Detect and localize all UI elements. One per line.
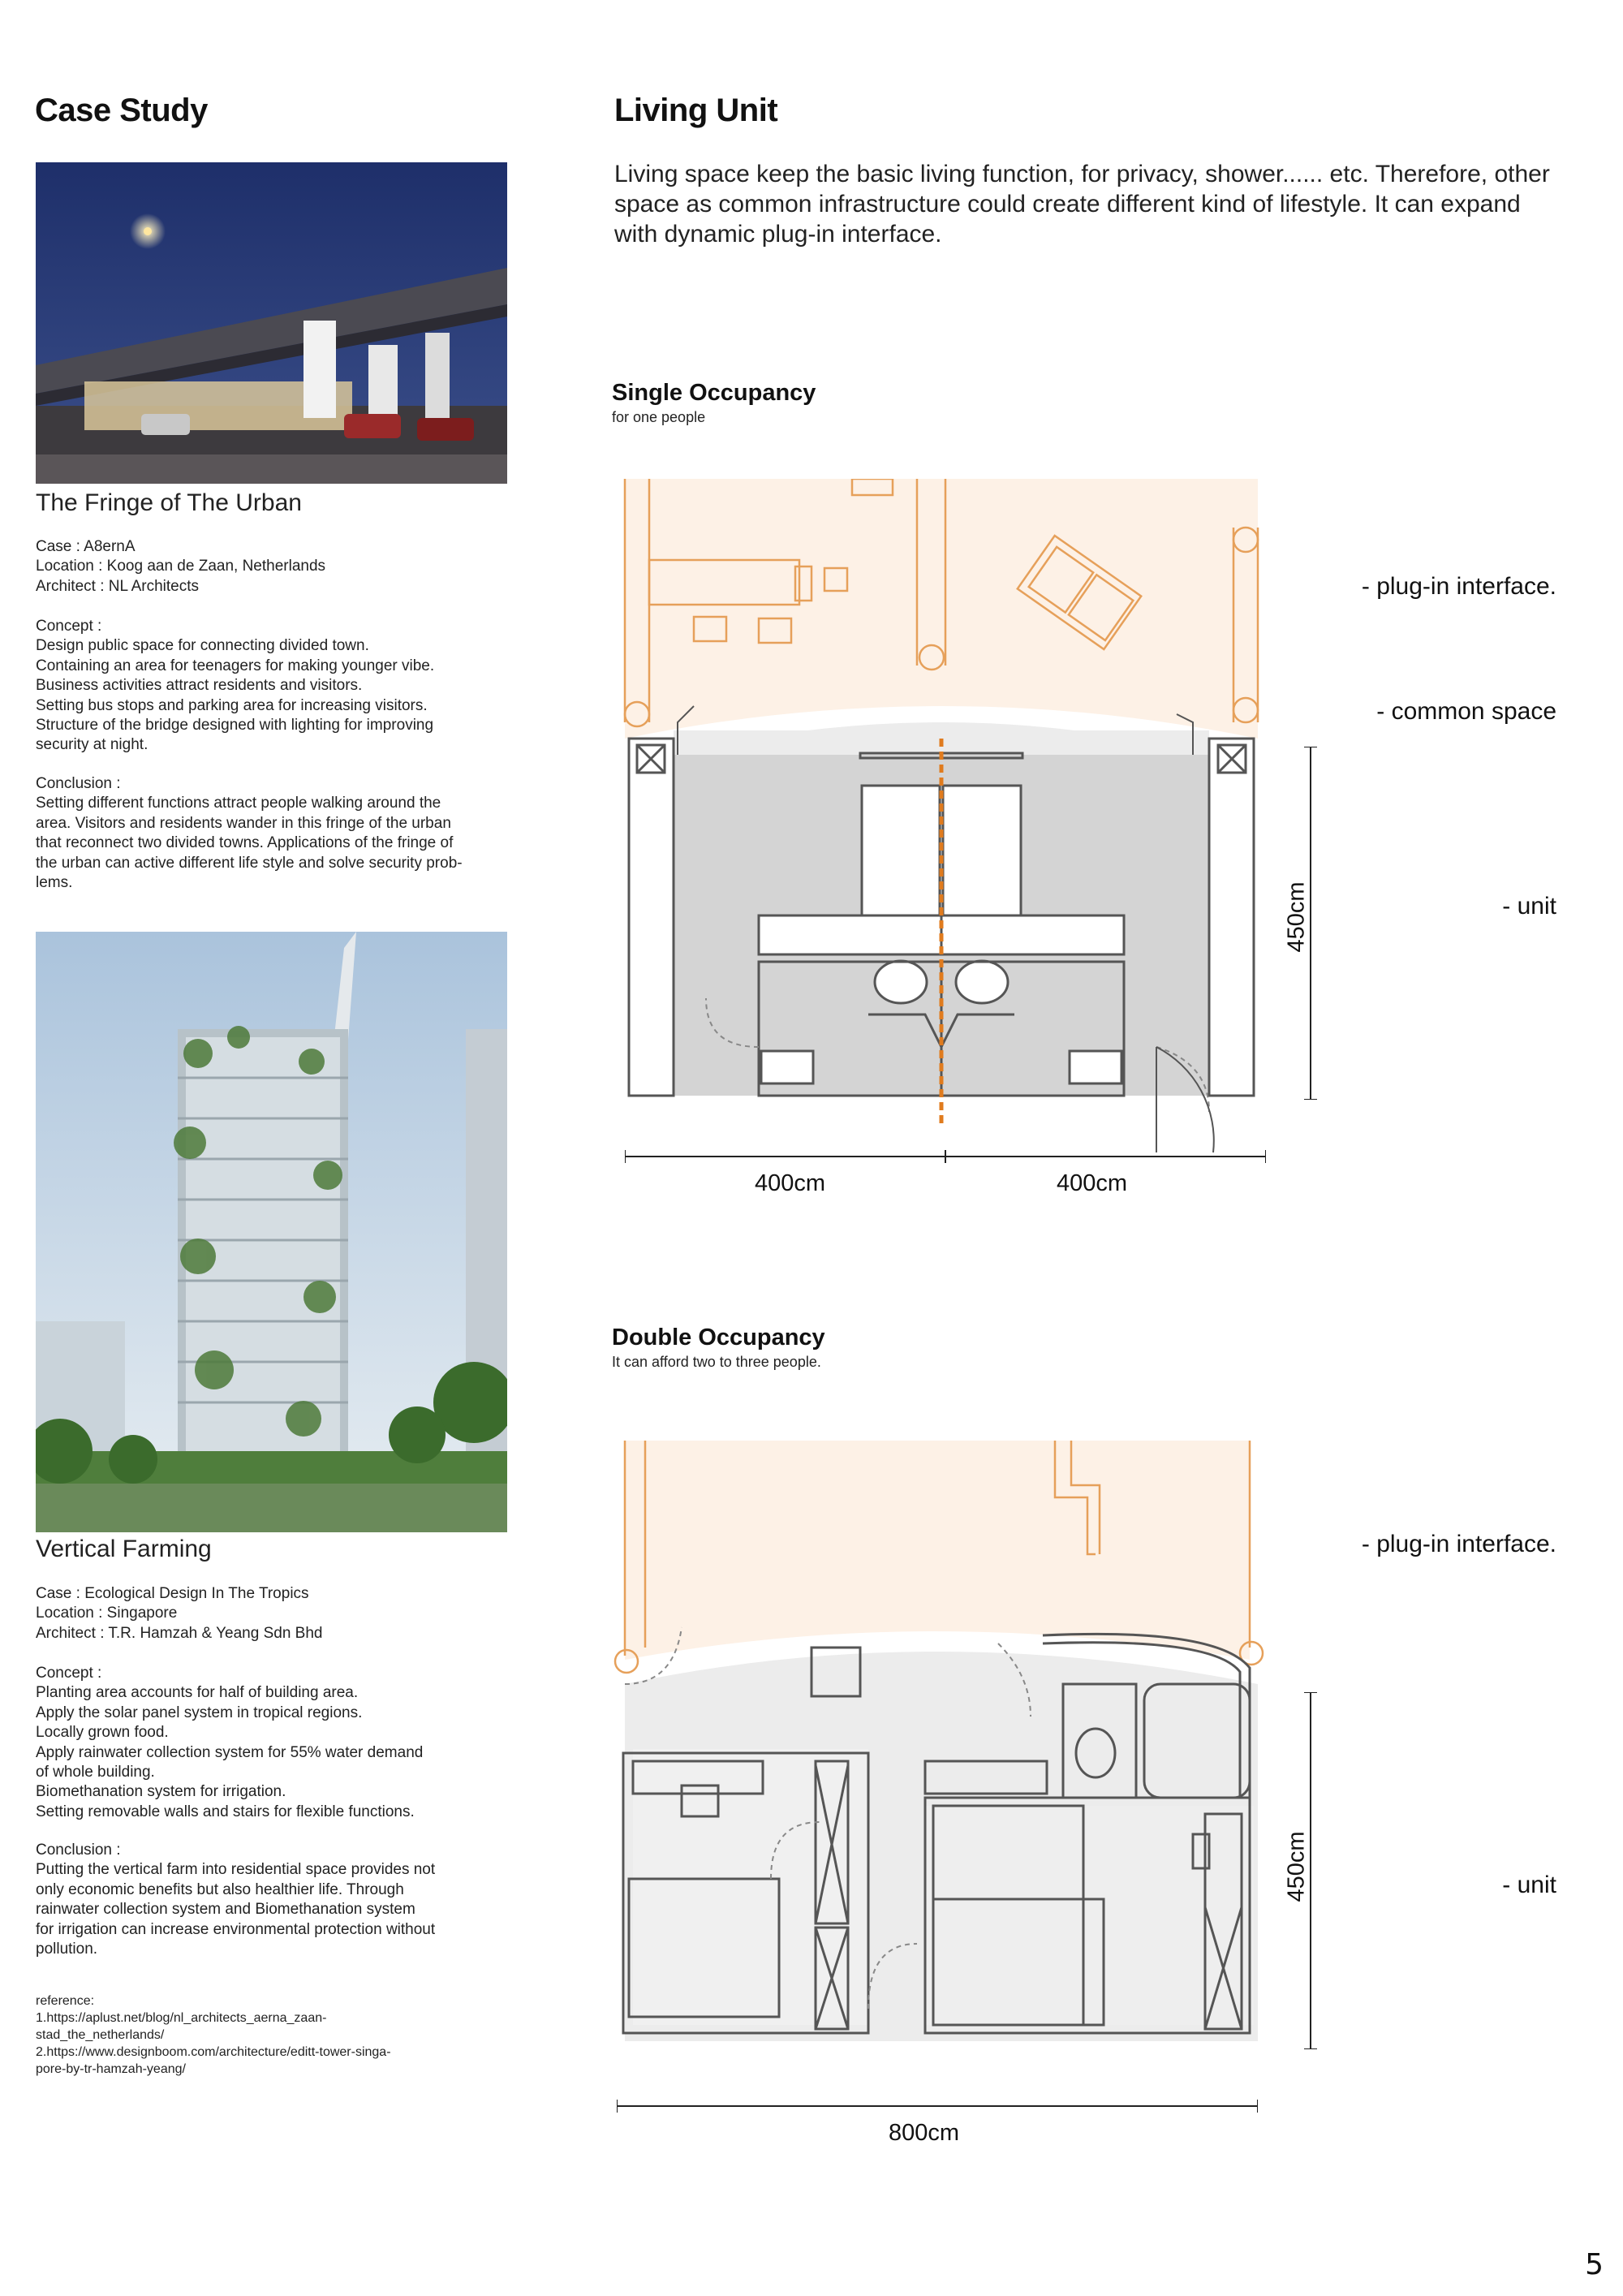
single-occupancy-title: Single Occupancy <box>612 380 816 406</box>
single-width-dimension-line <box>625 1148 1266 1165</box>
living-unit-intro: Living space keep the basic living function, for privacy, shower...... etc. Therefore, other space as common infrastructure could create different kind of lifestyle. It can expand with dynamic plug-in interface. <box>614 161 1550 248</box>
double-width-dimension-line <box>617 2098 1258 2114</box>
case2-concept: Concept : Planting area accounts for half of building area. Apply the solar panel system in tropical regions. Locally grown food. Apply rainwater collection system for 55% water demand of whole building. Biomethanation system for irrigation. Setting removable walls and stairs for flexible functions. <box>36 1665 424 1820</box>
single-dim-left-label: 400cm <box>755 1170 826 1196</box>
case2-title: Vertical Farming <box>36 1536 212 1562</box>
double-occupancy-floor-plan <box>609 1441 1266 2057</box>
single-occupancy-floor-plan <box>617 479 1266 1185</box>
single-occupancy-subtitle: for one people <box>612 409 706 425</box>
case1-conclusion: Conclusion : Setting different functions attract people walking around the area. Visitors and residents wander in this fringe of the urban that reconnect two divided towns. Applications of the fringe of the urban can active different life style and solve security prob- lems. <box>36 775 463 892</box>
bridge-night-photo <box>36 162 507 484</box>
case-study-heading: Case Study <box>35 93 208 128</box>
double-legend-plugin: - plug-in interface. <box>1361 1531 1556 1557</box>
double-dim-height-label: 450cm <box>1283 1831 1310 1902</box>
single-legend-common: - common space <box>1376 698 1556 725</box>
single-dim-right-label: 400cm <box>1057 1170 1128 1196</box>
reference-list: reference: 1.https://aplust.net/blog/nl_architects_aerna_zaan- stad_the_netherlands/ 2.https://www.designboom.com/architecture/editt-tower-singa- pore-by-tr-hamzah-yeang/ <box>36 1994 391 2076</box>
case2-conclusion: Conclusion : Putting the vertical farm into residential space provides not only economic benefits but also healthier life. Through rainwater collection system and Biomethanation system for irrigation can increase environmental protection without pollution. <box>36 1842 436 1958</box>
double-occupancy-title: Double Occupancy <box>612 1325 825 1350</box>
case1-info: Case : A8ernA Location : Koog aan de Zaan, Netherlands Architect : NL Architects <box>36 538 326 595</box>
page-number: 5 <box>1585 2248 1604 2281</box>
living-unit-heading: Living Unit <box>614 93 778 128</box>
single-legend-unit: - unit <box>1502 893 1556 920</box>
double-dim-width-label: 800cm <box>889 2120 960 2146</box>
double-legend-unit: - unit <box>1502 1872 1556 1898</box>
case1-title: The Fringe of The Urban <box>36 489 302 516</box>
single-dim-height-label: 450cm <box>1283 881 1310 953</box>
case2-info: Case : Ecological Design In The Tropics Location : Singapore Architect : T.R. Hamzah & Yeang Sdn Bhd <box>36 1585 323 1642</box>
double-occupancy-subtitle: It can afford two to three people. <box>612 1354 821 1370</box>
case1-concept: Concept : Design public space for connecting divided town. Containing an area for teenagers for making younger vibe. Business activities attract residents and visitors. Setting bus stops and parking area for increasing visitors. Structure of the bridge designed with lighting for improving security at night. <box>36 618 435 754</box>
single-legend-plugin: - plug-in interface. <box>1361 573 1556 600</box>
vertical-farming-tower-photo <box>36 932 507 1532</box>
